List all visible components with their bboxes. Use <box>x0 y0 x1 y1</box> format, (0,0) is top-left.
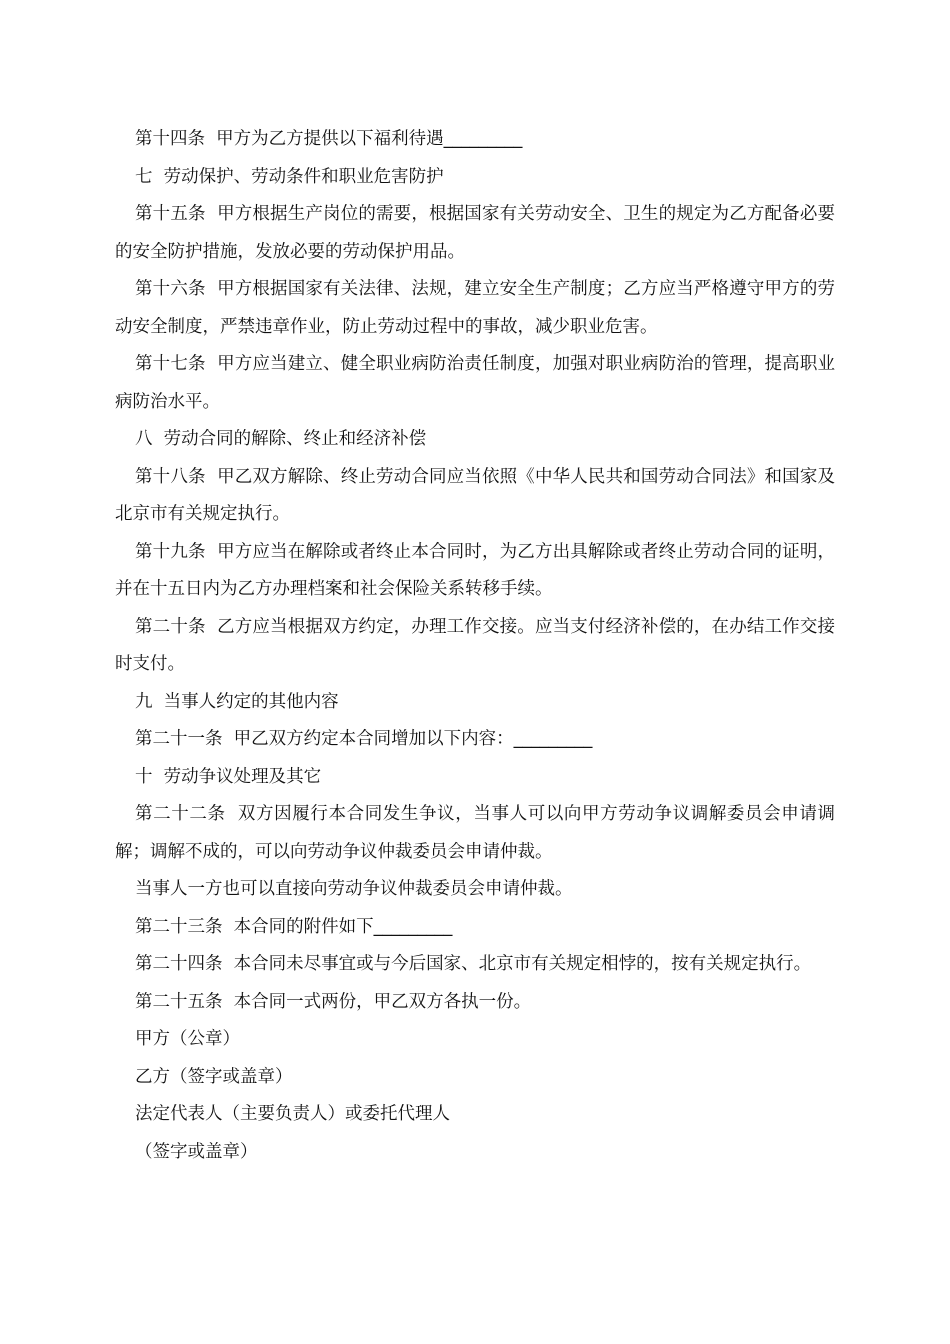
article-22: 第二十二条 双方因履行本合同发生争议，当事人可以向甲方劳动争议调解委员会申请调解；调解不成的，可以向劳动争议仲裁委员会申请仲裁。 <box>115 804 835 862</box>
section-heading-9: 九 当事人约定的其他内容 <box>135 691 339 712</box>
article-25: 第二十五条 本合同一式两份，甲乙双方各执一份。 <box>135 991 532 1012</box>
article-14: 第十四条 甲方为乙方提供以下福利待遇_________ <box>135 129 523 149</box>
section-heading-7: 七 劳动保护、劳动条件和职业危害防护 <box>135 166 444 187</box>
section-heading-8: 八 劳动合同的解除、终止和经济补偿 <box>135 429 427 449</box>
article-23: 第二十三条 本合同的附件如下_________ <box>135 916 453 937</box>
signature-note-line: （签字或盖章） <box>135 1141 258 1162</box>
article-16: 第十六条 甲方根据国家有关法律、法规，建立安全生产制度；乙方应当严格遵守甲方的劳动安全制度，严禁违章作业，防止劳动过程中的事故，减少职业危害。 <box>115 279 835 337</box>
party-a-seal-line: 甲方（公章） <box>135 1029 240 1049</box>
section-heading-10: 十 劳动争议处理及其它 <box>135 766 322 787</box>
party-b-signature-line: 乙方（签字或盖章） <box>135 1066 293 1087</box>
document-body <box>115 121 835 1171</box>
article-20: 第二十条 乙方应当根据双方约定，办理工作交接。应当支付经济补偿的，在办结工作交接时支付。 <box>115 616 835 674</box>
article-15: 第十五条 甲方根据生产岗位的需要，根据国家有关劳动安全、卫生的规定为乙方配备必要的安全防护措施，发放必要的劳动保护用品。 <box>115 204 835 262</box>
article-19: 第十九条 甲方应当在解除或者终止本合同时，为乙方出具解除或者终止劳动合同的证明，并在十五日内为乙方办理档案和社会保险关系转移手续。 <box>115 541 835 599</box>
article-17: 第十七条 甲方应当建立、健全职业病防治责任制度，加强对职业病防治的管理，提高职业病防治水平。 <box>115 354 835 412</box>
article-18: 第十八条 甲乙双方解除、终止劳动合同应当依照《中华人民共和国劳动合同法》和国家及北京市有关规定执行。 <box>115 466 835 524</box>
article-22-continued: 当事人一方也可以直接向劳动争议仲裁委员会申请仲裁。 <box>135 879 573 899</box>
article-24: 第二十四条 本合同未尽事宜或与今后国家、北京市有关规定相悖的，按有关规定执行。 <box>135 954 812 974</box>
legal-representative-line: 法定代表人（主要负责人）或委托代理人 <box>135 1104 450 1124</box>
article-21: 第二十一条 甲乙双方约定本合同增加以下内容：_________ <box>135 729 593 749</box>
